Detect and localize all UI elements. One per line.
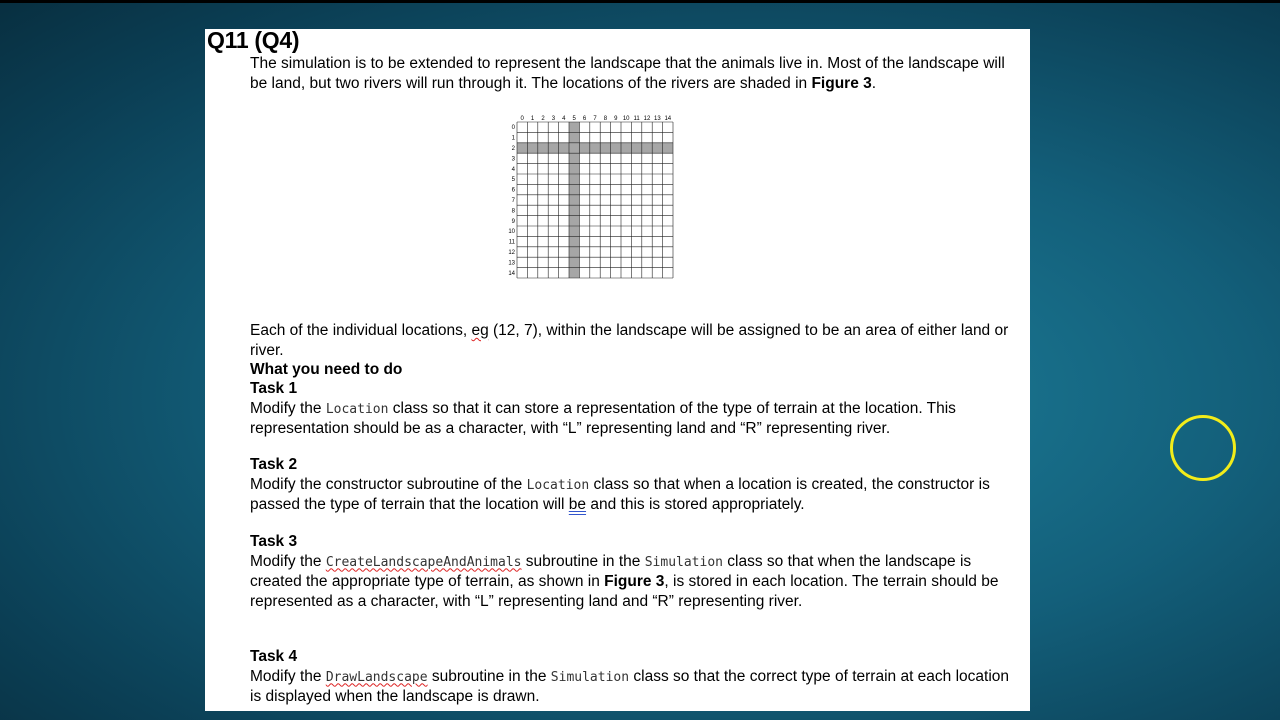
row-label: 14	[508, 270, 515, 277]
be-word: be	[568, 496, 587, 513]
river-horizontal	[517, 143, 673, 153]
task-2	[250, 455, 1010, 515]
column-label: 1	[530, 116, 535, 122]
task-4-text: Modify the	[250, 667, 326, 685]
top-border	[0, 0, 1280, 3]
row-label: 0	[511, 125, 515, 132]
row-label: 9	[511, 218, 515, 225]
task-3-body	[250, 552, 1010, 612]
create-landscape-code: CreateLandscapeAndAnimals	[325, 554, 522, 570]
river-vertical	[569, 122, 579, 278]
row-label: 6	[511, 187, 515, 194]
column-label: 7	[593, 116, 597, 122]
locations-text: Each of the individual locations,	[250, 322, 472, 339]
column-label: 13	[654, 116, 661, 122]
simulation-class-code: Simulation	[550, 669, 630, 685]
landscape-grid-figure	[505, 112, 685, 287]
task-3-text-end: , is stored in each location. The terrain should be represented as a character, with “L” representing land and “R” representing river.	[250, 573, 999, 610]
column-label: 8	[603, 116, 608, 122]
what-you-need-heading: What you need to do	[250, 361, 403, 378]
task-1-title: Task 1	[250, 380, 298, 397]
task-1-text-end: class so that it can store a representation of the type of terrain at the location. This representation should be as a character, with “L” representing land and “R” representing river.	[250, 399, 956, 437]
column-label: 2	[541, 116, 545, 122]
question-heading: Q11 (Q4)	[207, 29, 300, 53]
eg-word: eg	[471, 322, 489, 339]
draw-landscape-code: DrawLandscape	[325, 669, 428, 685]
task-4-title: Task 4	[250, 648, 298, 665]
task-3-text-2: subroutine in the	[521, 552, 645, 570]
column-label: 11	[633, 116, 640, 122]
task-1-body	[250, 399, 1010, 439]
row-label: 4	[511, 166, 515, 173]
intro-text-end: .	[871, 74, 877, 92]
pointer-highlight-ring	[1170, 415, 1236, 481]
column-label: 4	[562, 116, 566, 122]
figure-3-grid	[505, 112, 685, 287]
task-1-text: Modify the	[250, 399, 326, 417]
column-label: 10	[622, 116, 630, 122]
row-label: 8	[511, 208, 515, 215]
row-label: 10	[508, 229, 515, 236]
task-2-body	[250, 475, 1010, 515]
row-label: 13	[508, 260, 515, 267]
locations-paragraph	[250, 321, 1010, 360]
row-label: 1	[511, 135, 515, 142]
task-3-text: Modify the	[250, 552, 326, 570]
intro-text: The simulation is to be extended to represent the landscape that the animals live in. Most of the landscape will be land, but two rivers will run through it. The locations of the rivers are shaded in	[250, 55, 1005, 92]
figure-reference: Figure 3	[604, 573, 665, 590]
slide-page	[205, 29, 1030, 711]
task-4-body	[250, 667, 1010, 707]
row-label: 2	[511, 146, 515, 152]
locations-text-end: (12, 7), within the landscape will be assigned to be an area of either land or river.	[250, 322, 1009, 359]
task-2-text-mid: class so that when a location is created, the constructor is passed the type of terrain that the location will	[250, 475, 990, 513]
row-label: 3	[511, 156, 515, 163]
row-label: 5	[511, 177, 515, 184]
task-2-text-end: and this is stored appropriately.	[586, 496, 805, 513]
task-3	[250, 532, 1010, 611]
row-label: 7	[511, 198, 515, 204]
column-label: 3	[551, 116, 556, 122]
task-4-text-end: class so that the correct type of terrain at each location is displayed when the landscape is drawn.	[250, 667, 1010, 705]
column-label: 0	[520, 116, 524, 122]
column-label: 6	[582, 116, 587, 122]
task-3-text-3: class so that when the landscape is created the appropriate type of terrain, as shown in	[250, 552, 972, 590]
row-label: 12	[508, 250, 515, 256]
column-label: 14	[664, 116, 672, 122]
simulation-class-code: Simulation	[644, 554, 723, 570]
task-4-text-2: subroutine in the	[427, 667, 551, 685]
location-class-code: Location	[526, 477, 590, 493]
task-4	[250, 647, 1010, 707]
figure-reference: Figure 3	[811, 74, 872, 92]
task-2-title: Task 2	[250, 456, 298, 473]
task-2-text: Modify the constructor subroutine of the	[250, 475, 527, 493]
column-label: 5	[572, 116, 576, 122]
row-label: 11	[508, 239, 515, 246]
location-class-code: Location	[325, 401, 389, 417]
task-1	[250, 379, 1010, 439]
intro-paragraph	[250, 54, 1010, 93]
task-3-title: Task 3	[250, 533, 298, 550]
column-label: 9	[614, 116, 618, 122]
column-label: 12	[643, 116, 651, 122]
